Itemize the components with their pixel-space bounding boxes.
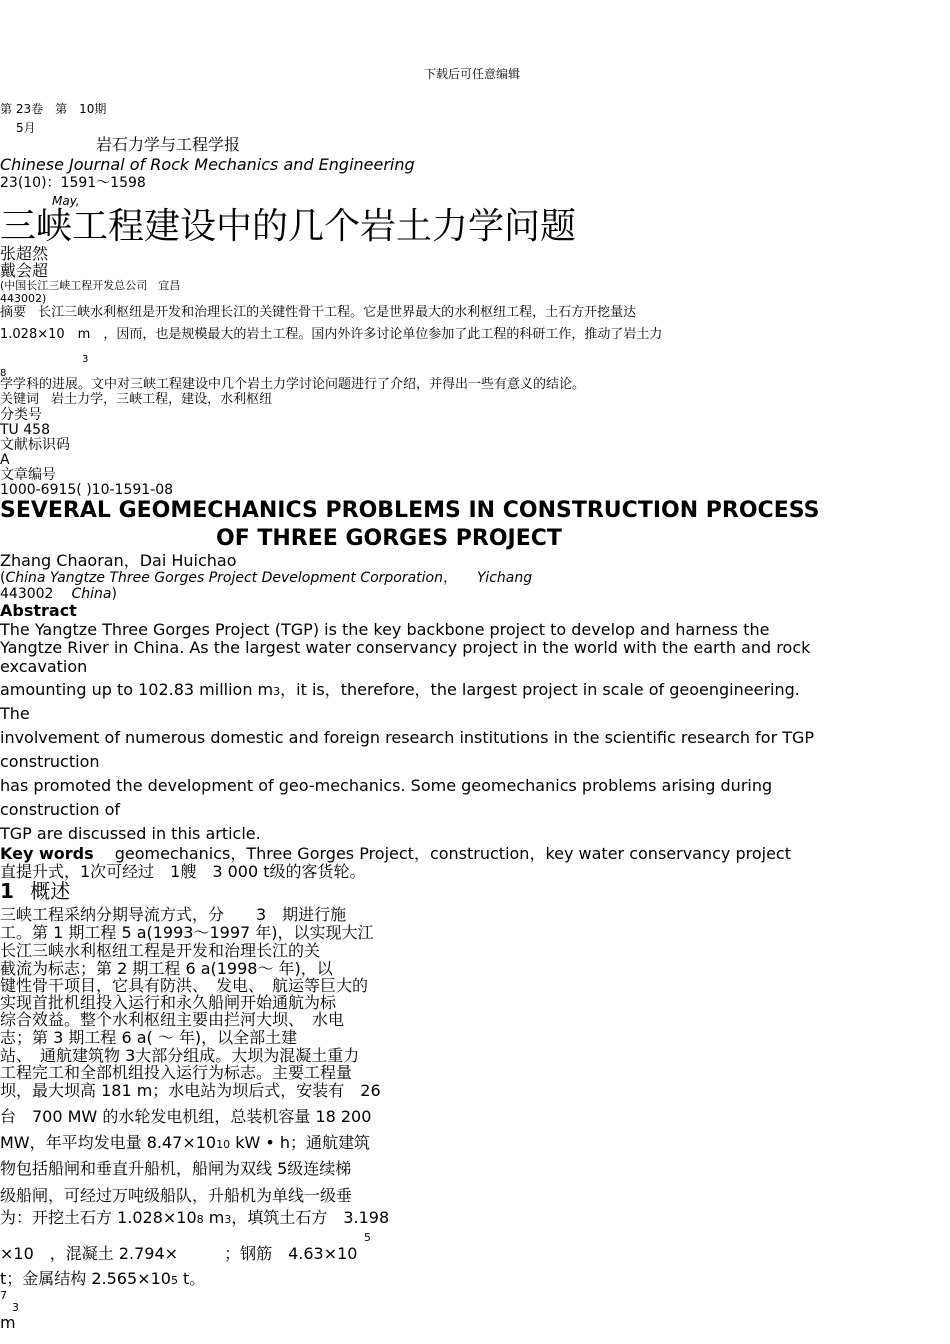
body-line-13b: kW • h；通航建筑 <box>230 1133 371 1152</box>
affiliation-en-2 <box>0 586 117 602</box>
body-line-1: 三峡工程采纳分期导流方式，分 3 期进行施 <box>0 905 347 924</box>
body-line-12: 台 700 MW 的水轮发电机组，总装机容量 18 200 <box>0 1107 372 1126</box>
abstract-en-line-4 <box>0 681 800 699</box>
affiliation-en-country: China <box>71 586 112 602</box>
abstract-en-line-7: construction <box>0 752 100 771</box>
journal-pages: 23(10)：1591～1598 <box>0 175 146 191</box>
affiliation-en-postcode: 443002 <box>0 586 54 602</box>
journal-title-en: Chinese Journal of Rock Mechanics and Engineering <box>0 155 415 174</box>
body-line-9: 站、 通航建筑物 3大部分组成。大坝为混凝土重力 <box>0 1046 360 1065</box>
abstract-en-line-2: Yangtze River in China. As the largest water conservancy project in the world with the earth and rock <box>0 638 811 657</box>
journal-title-cn: 岩石力学与工程学报 <box>96 135 241 154</box>
abstract-cn-sup-3: 3 <box>82 354 89 365</box>
affiliation-en-org: China Yangtze Three Gorges Project Development Corporation <box>5 570 443 586</box>
abstract-en-line-6: involvement of numerous domestic and foreign research institutions in the scientific research for TGP <box>0 728 815 747</box>
watermark-text: 下载后可任意编辑 <box>424 67 521 81</box>
body-unit-m: m <box>0 1313 16 1332</box>
body-line-13a: MW，年平均发电量 8.47×10 <box>0 1133 217 1152</box>
body-line-16c: ，填筑土石方 3.198 <box>231 1208 390 1227</box>
authors-en: Zhang Chaoran，Dai Huichao <box>0 551 237 570</box>
abstract-cn-line-2: 1.028×10 m ，因而，也是规模最大的岩土工程。国内外许多讨论单位参加了此工程的科研工作，推动了岩土力 <box>0 327 663 342</box>
abstract-cn-sup-8: 8 <box>0 368 7 379</box>
abstract-en-line-8: has promoted the development of geo-mechanics. Some geomechanics problems arising during <box>0 776 773 795</box>
body-line-16-sup-1: 8 <box>196 1213 204 1226</box>
affiliation-en-close: ) <box>111 586 117 602</box>
abstract-cn-text-1: 长江三峡水利枢纽是开发和治理长江的关键性骨干工程。它是世界最大的水利枢纽工程，土石方开挖量达 <box>38 305 637 320</box>
paper-title-en-1: SEVERAL GEOMECHANICS PROBLEMS IN CONSTRUCTION PROCESS <box>0 498 820 523</box>
author-cn-2: 戴会超 <box>0 261 49 280</box>
body-line-17 <box>0 1245 357 1263</box>
body-line-15: 级船闸，可经过万吨级船队，升船机为单线一级垂 <box>0 1186 353 1205</box>
body-line-2: 工。第 1 期工程 5 a(1993～1997 年)，以实现大江 <box>0 923 374 942</box>
abstract-en-line-4-sup: 3 <box>273 685 281 698</box>
article-number-value: 1000-6915( )10-1591-08 <box>0 482 174 498</box>
body-line-17a: ×10 ，混凝土 2.794× <box>0 1244 179 1263</box>
keywords-cn-text: 岩土力学，三峡工程，建设，水利枢纽 <box>51 392 273 407</box>
body-line-4: 截流为标志；第 2 期工程 6 a(1998～ 年)，以 <box>0 959 333 978</box>
journal-month-en: May, <box>52 194 80 208</box>
affiliation-en <box>0 570 532 586</box>
doc-code-value: A <box>0 452 10 468</box>
body-line-18a: t；金属结构 2.565×10 <box>0 1269 171 1288</box>
abstract-en-label: Abstract <box>0 601 77 620</box>
abstract-en-line-10: TGP are discussed in this article. <box>0 824 261 843</box>
abstract-cn-line-3: 学学科的进展。文中对三峡工程建设中几个岩土力学讨论问题进行了介绍，并得出一些有意义的结论。 <box>0 377 586 392</box>
section-1-title: 概述 <box>30 879 71 903</box>
abstract-en-line-4a: amounting up to 102.83 million m <box>0 680 274 699</box>
abstract-en-line-4b: ，it is，therefore，the largest project in scale of geoengineering. <box>280 680 800 699</box>
abstract-en-line-1: The Yangtze Three Gorges Project (TGP) is the key backbone project to develop and harness the <box>0 620 770 639</box>
body-line-16b: m <box>203 1208 225 1227</box>
affiliation-en-sep: ， <box>443 570 457 586</box>
classification-value: TU 458 <box>0 422 50 438</box>
abstract-en-line-3: excavation <box>0 657 88 676</box>
body-line-13 <box>0 1134 370 1152</box>
article-number-label: 文章编号 <box>0 467 56 483</box>
body-line-5: 键性骨干项目，它具有防洪、 发电、 航运等巨大的 <box>0 976 369 995</box>
body-line-6: 实现首批机组投入运行和永久船闸开始通航为标 <box>0 993 337 1012</box>
abstract-en-line-5: The <box>0 704 30 723</box>
author-cn-1: 张超然 <box>0 244 49 263</box>
abstract-en-line-9: construction of <box>0 800 121 819</box>
body-line-10: 工程完工和全部机组投入运行为标志。主要工程量 <box>0 1063 353 1082</box>
abstract-cn-line-1 <box>0 306 636 321</box>
body-line-17b: ；钢筋 4.63×10 <box>224 1244 358 1263</box>
ship-line: 直提升式，1次可经过 1艘 3 000 t级的客货轮。 <box>0 862 366 881</box>
issue-month: 5月 <box>16 121 36 135</box>
body-line-18 <box>0 1270 205 1288</box>
postcode-cn: 443002) <box>0 292 47 305</box>
body-line-18-sup: 5 <box>170 1274 178 1287</box>
keywords-en-text: geomechanics，Three Gorges Project，construction，key water conservancy project <box>114 844 791 863</box>
classification-label: 分类号 <box>0 407 42 423</box>
body-line-16-sup-2: 3 <box>224 1213 232 1226</box>
body-sup-7: 7 <box>0 1289 7 1302</box>
body-line-7: 综合效益。整个水利枢纽主要由拦河大坝、 水电 <box>0 1010 345 1029</box>
body-sup-5: 5 <box>364 1231 371 1244</box>
section-1-heading <box>0 880 70 903</box>
affiliation-en-open: ( <box>0 570 6 586</box>
body-line-11: 坝，最大坝高 181 m；水电站为坝后式，安装有 26 <box>0 1081 381 1100</box>
body-line-3: 长江三峡水利枢纽工程是开发和治理长江的关 <box>0 941 321 960</box>
affiliation-cn: (中国长江三峡工程开发总公司 宜昌 <box>0 279 181 292</box>
issue-line: 第 23卷 第 10期 <box>0 102 107 116</box>
keywords-cn <box>0 393 272 408</box>
keywords-cn-label: 关键词 <box>0 392 40 407</box>
body-line-14: 物包括船闸和垂直升船机，船闸为双线 5级连续梯 <box>0 1159 352 1178</box>
body-line-8: 志；第 3 期工程 6 a( ～ 年)，以全部土建 <box>0 1028 298 1047</box>
affiliation-en-city: Yichang <box>477 570 533 586</box>
section-1-number: 1 <box>0 879 14 903</box>
keywords-en <box>0 845 791 863</box>
body-line-16a: 为：开挖土石方 1.028×10 <box>0 1208 197 1227</box>
body-line-16 <box>0 1209 389 1227</box>
body-line-18b: t。 <box>177 1269 206 1288</box>
keywords-en-label: Key words <box>0 844 94 863</box>
paper-title-en-2: OF THREE GORGES PROJECT <box>216 526 562 551</box>
paper-title-cn: 三峡工程建设中的几个岩土力学问题 <box>0 206 577 247</box>
abstract-cn-label: 摘要 <box>0 305 27 320</box>
body-line-13-sup: 10 <box>216 1138 231 1151</box>
body-sup-3: 3 <box>12 1301 19 1314</box>
doc-code-label: 文献标识码 <box>0 437 70 453</box>
